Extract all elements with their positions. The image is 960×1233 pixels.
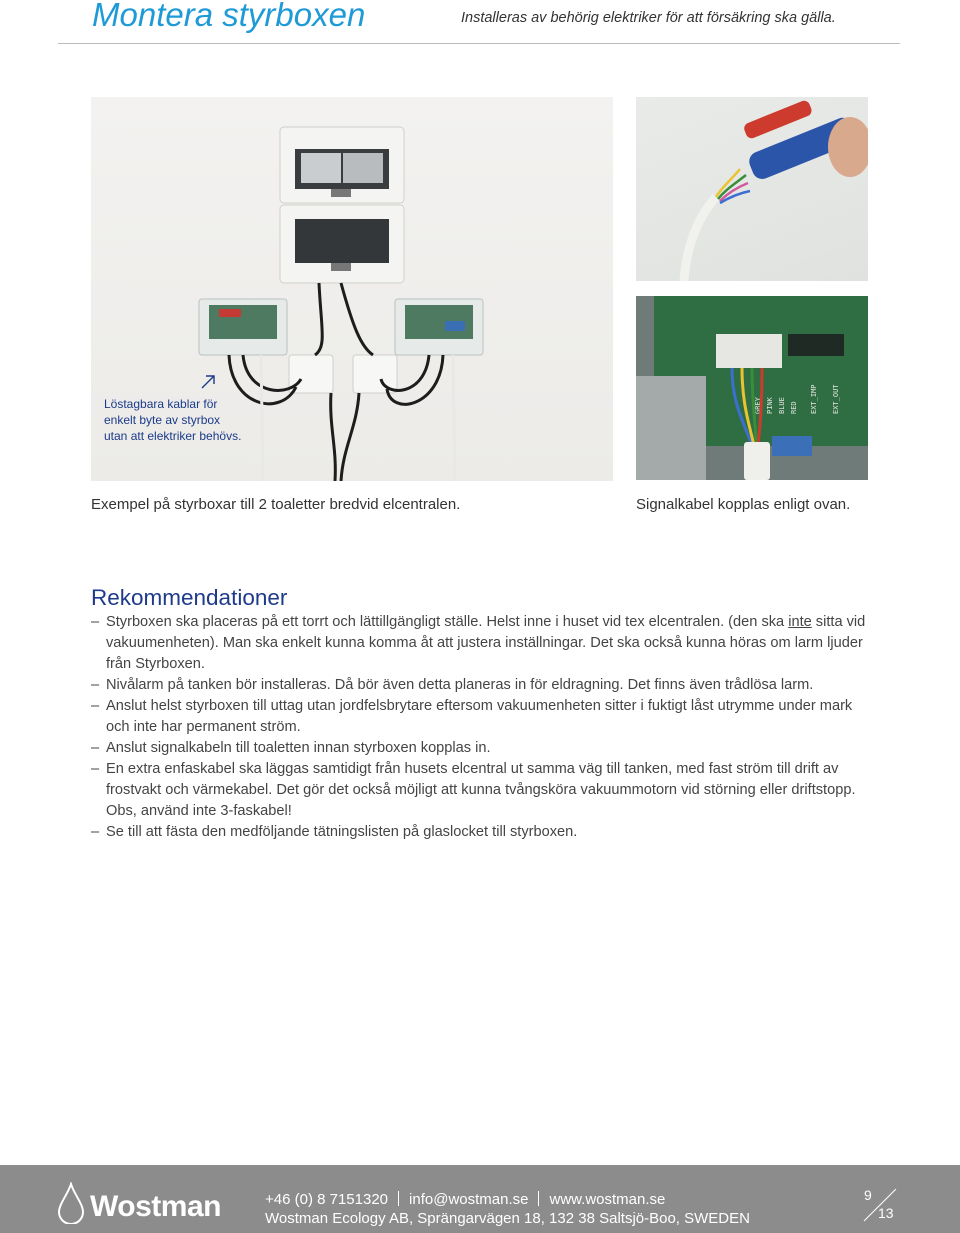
water-drop-icon xyxy=(56,1182,86,1224)
recommendations-list xyxy=(91,612,871,843)
email-link[interactable]: info@wostman.se xyxy=(409,1191,529,1208)
removable-cables-note: Löstagbara kablar för enkelt byte av styrbox utan att elektriker behövs. xyxy=(104,397,242,443)
page-title: Montera styrboxen xyxy=(92,0,366,33)
recommendations-heading: Rekommendationer xyxy=(91,585,288,610)
list-item: – Se till att fästa den medföljande tätningslisten på glaslocket till styrboxen. xyxy=(91,824,578,840)
list-item: – En extra enfaskabel ska läggas samtidigt från husets elcentral ut samma väg till tanken, med fast ström till drift av frostvakt och värmekabel. Det gör det också möjligt att kunna tvångsköra vakuummotorn vid störning eller driftstopp. Obs, använd inte 3-faskabel! xyxy=(91,761,856,819)
total-pages: 13 xyxy=(878,1205,894,1221)
board-label-ext-imp: EXT_IMP xyxy=(810,384,818,414)
separator xyxy=(538,1191,539,1206)
list-item: – Anslut signalkabeln till toaletten innan styrboxen kopplas in. xyxy=(91,740,491,756)
page-subtitle: Installeras av behörig elektriker för att försäkring ska gälla. xyxy=(461,10,836,26)
wire-stripper-photo xyxy=(636,97,868,281)
board-label-pink: PINK xyxy=(766,397,774,414)
header-divider xyxy=(58,43,900,44)
current-page: 9 xyxy=(864,1187,872,1203)
board-label-ext-out: EXT_OUT xyxy=(832,384,840,414)
contact-info xyxy=(265,1191,665,1208)
board-label-grey: GREY xyxy=(754,397,762,414)
emphasis-underlined: inte xyxy=(788,614,812,630)
page-footer xyxy=(0,1165,960,1233)
list-item: – Nivålarm på tanken bör installeras. Då bör även detta planeras in för eldragning. Det finns även trådlösa larm. xyxy=(91,677,814,693)
board-label-blue: BLUE xyxy=(778,397,786,414)
list-item: – Styrboxen ska placeras på ett torrt och lättillgängligt ställe. Helst inne i huset vid tex elcentralen. (den ska inte sitta vid vakuumenheten). Man ska enkelt kunna komma åt att justera inställningar. Det ska också kunna höras om larm ljuder från Styrboxen. xyxy=(91,614,866,672)
board-label-red: RED xyxy=(790,401,798,414)
caption-signal-cable: Signalkabel kopplas enligt ovan. xyxy=(636,496,851,513)
circuit-board-photo xyxy=(636,296,868,480)
arrow-up-right-icon xyxy=(200,374,216,390)
website-link[interactable]: www.wostman.se xyxy=(549,1191,666,1208)
page-number xyxy=(858,1187,902,1223)
caption-control-boxes: Exempel på styrboxar till 2 toaletter bredvid elcentralen. xyxy=(91,496,461,513)
separator xyxy=(398,1191,399,1206)
company-address: Wostman Ecology AB, Sprängarvägen 18, 132 38 Saltsjö-Boo, SWEDEN xyxy=(265,1210,750,1227)
phone-number: +46 (0) 8 7151320 xyxy=(265,1191,389,1208)
list-item: – Anslut helst styrboxen till uttag utan jordfelsbrytare eftersom vakuumenheten sitter i fuktigt låst utrymme under mark och inte har permanent ström. xyxy=(91,698,853,735)
brand-logo: Wostman xyxy=(90,1190,221,1223)
